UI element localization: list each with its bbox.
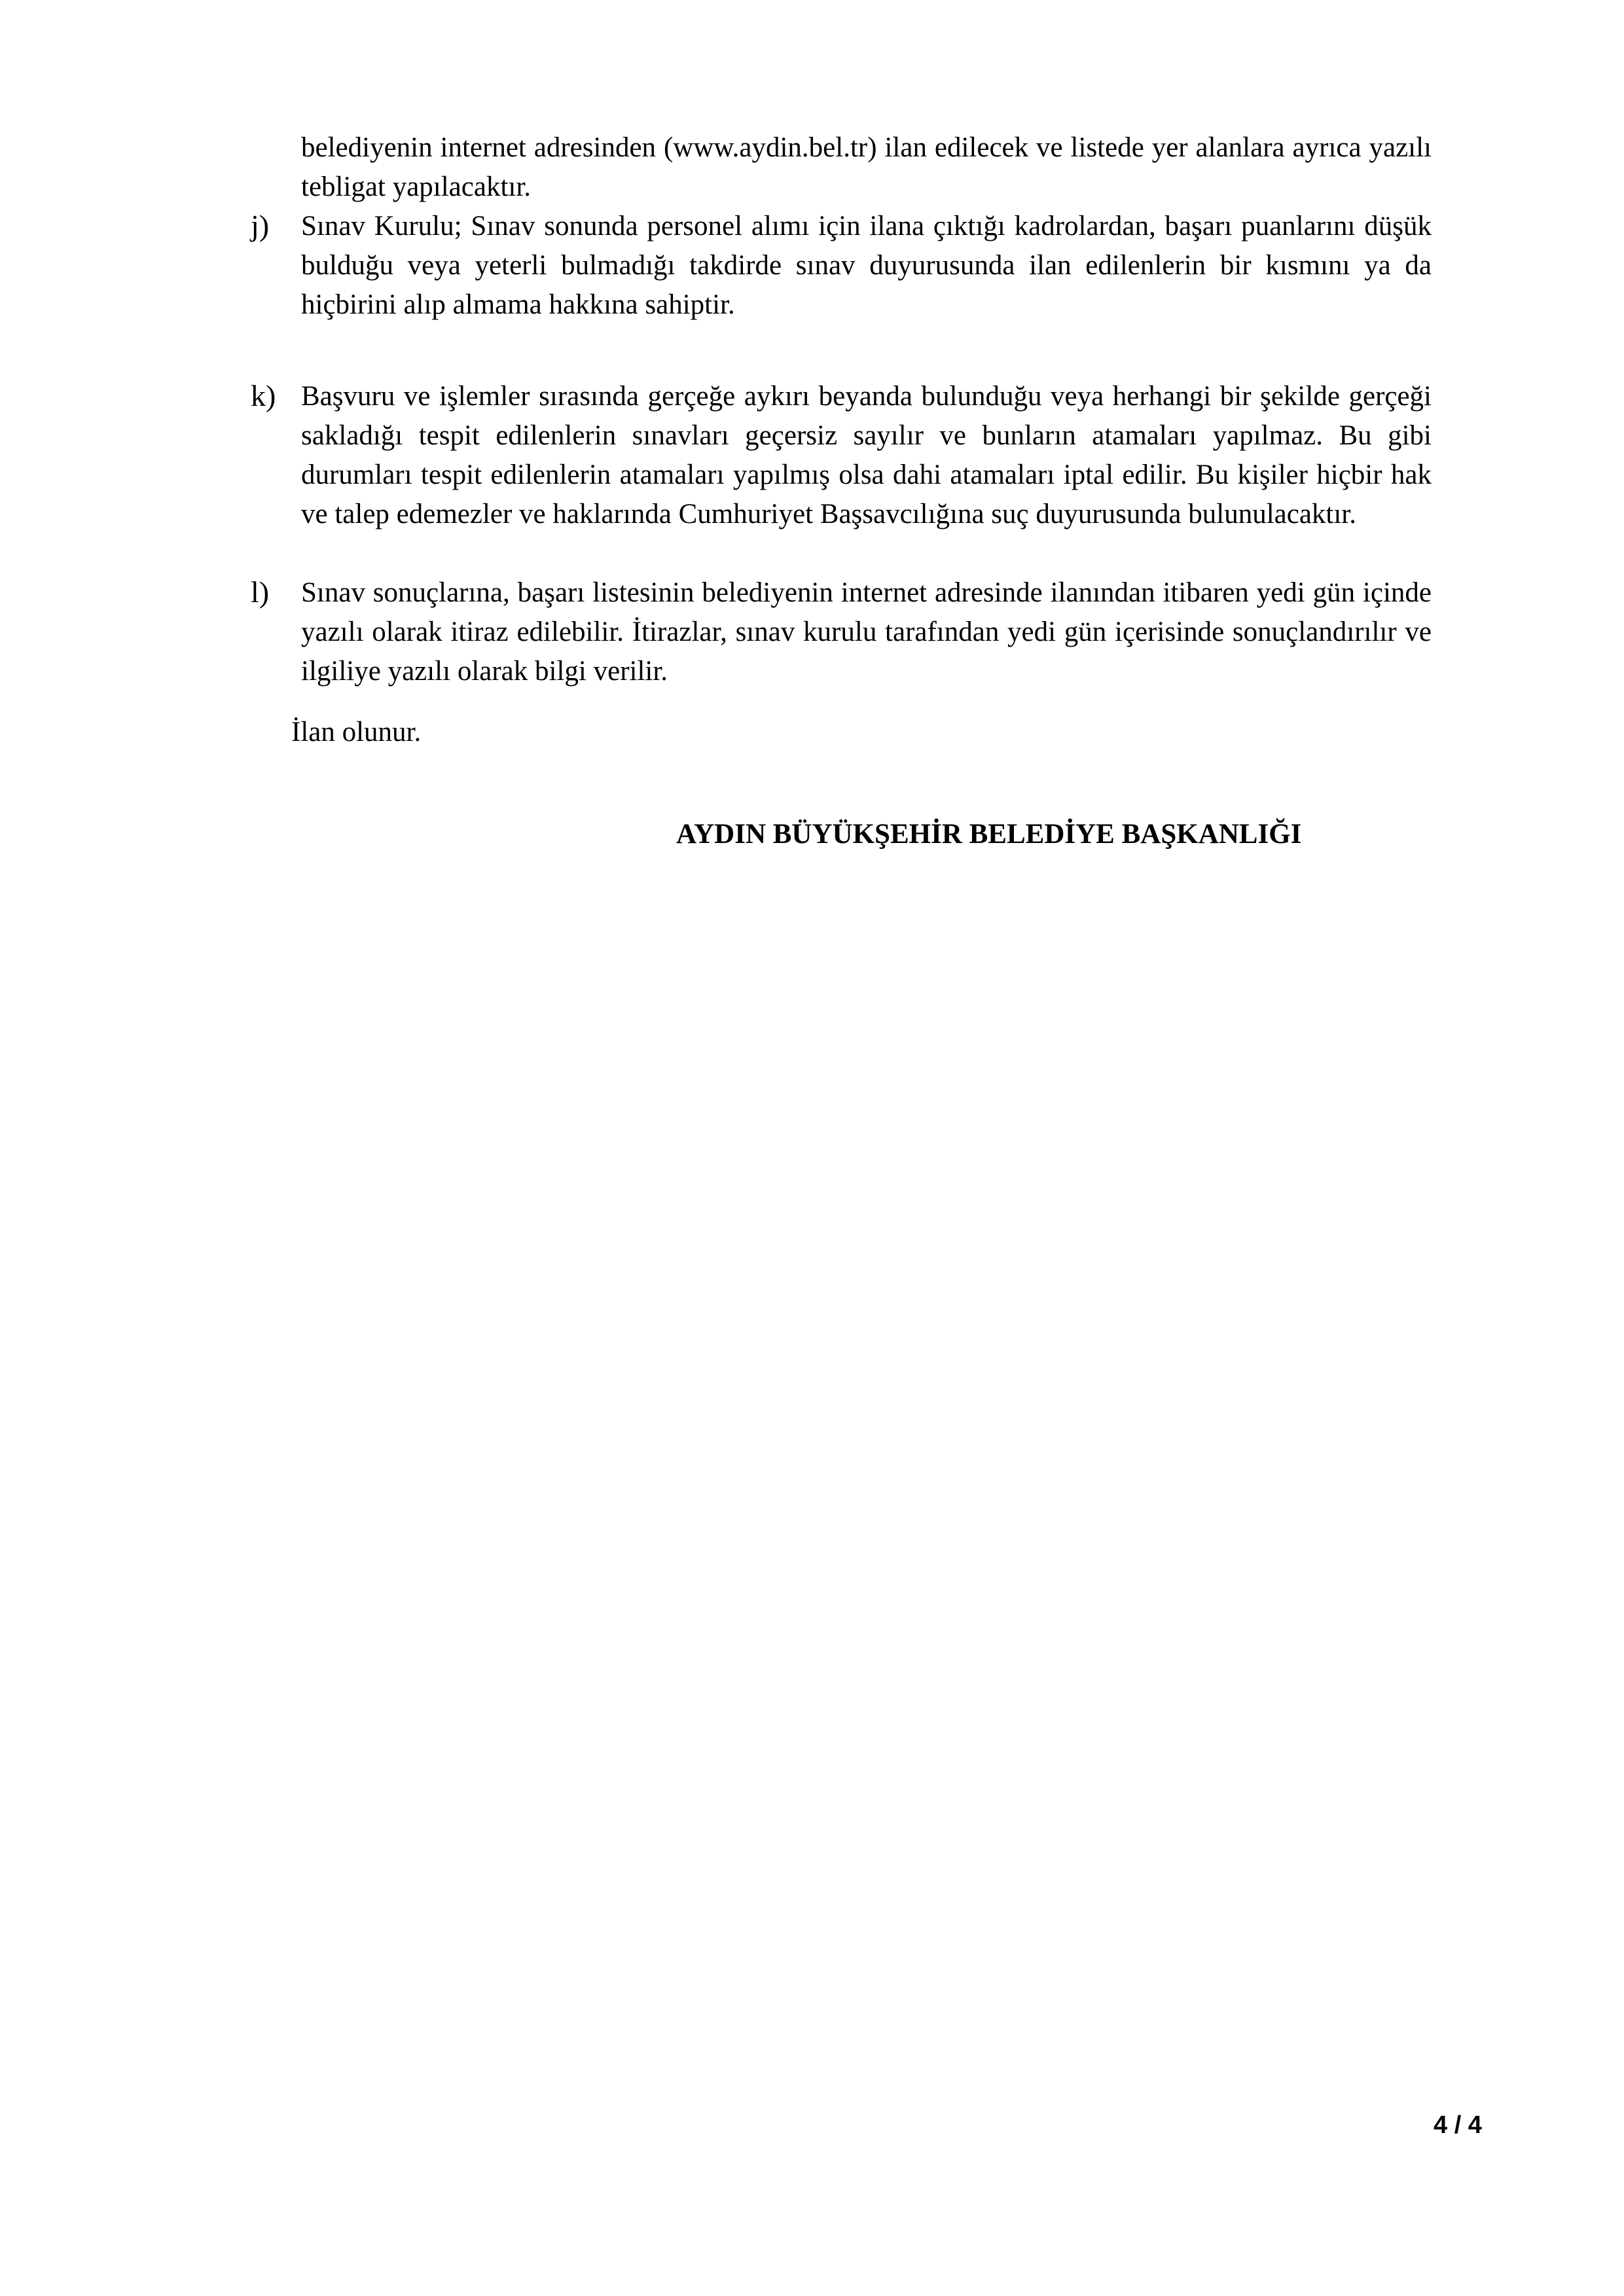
continuation-paragraph: belediyenin internet adresinden (www.aydin.bel.tr) ilan edilecek ve listede yer alanlara ayrıca yazılı tebligat yapılacaktır. <box>301 132 1432 202</box>
list-marker-k: k) <box>251 379 276 412</box>
page-number: 4 / 4 <box>1434 2111 1482 2139</box>
list-marker-j: j) <box>251 209 270 242</box>
signature-authority: AYDIN BÜYÜKŞEHİR BELEDİYE BAŞKANLIĞI <box>676 819 1302 850</box>
list-item-j-text: Sınav Kurulu; Sınav sonunda personel alımı için ilana çıktığı kadrolardan, başarı puanlarını düşük bulduğu veya yeterli bulmadığı takdirde sınav duyurusunda ilan edilenlerin bir kısmını ya da hiçbirini alıp almama hakkına sahiptir. <box>301 211 1432 320</box>
list-item-k-text: Başvuru ve işlemler sırasında gerçeğe aykırı beyanda bulunduğu veya herhangi bir şekilde gerçeği sakladığı tespit edilenlerin sınavları geçersiz sayılır ve bunların atamaları yapılmaz. Bu gibi durumları tespit edilenlerin atamaları yapılmış olsa dahi atamaları iptal edilir. Bu kişiler hiçbir hak ve talep edemezler ve haklarında Cumhuriyet Başsavcılığına suç duyurusunda bulunulacaktır. <box>301 381 1432 529</box>
list-marker-l: l) <box>251 575 270 609</box>
list-item-l-text: Sınav sonuçlarına, başarı listesinin belediyenin internet adresinde ilanından itibaren yedi gün içinde yazılı olarak itiraz edilebilir. İtirazlar, sınav kurulu tarafından yedi gün içerisinde sonuçlandırılır ve ilgiliye yazılı olarak bilgi verilir. <box>301 577 1432 687</box>
closing-statement: İlan olunur. <box>291 717 422 747</box>
